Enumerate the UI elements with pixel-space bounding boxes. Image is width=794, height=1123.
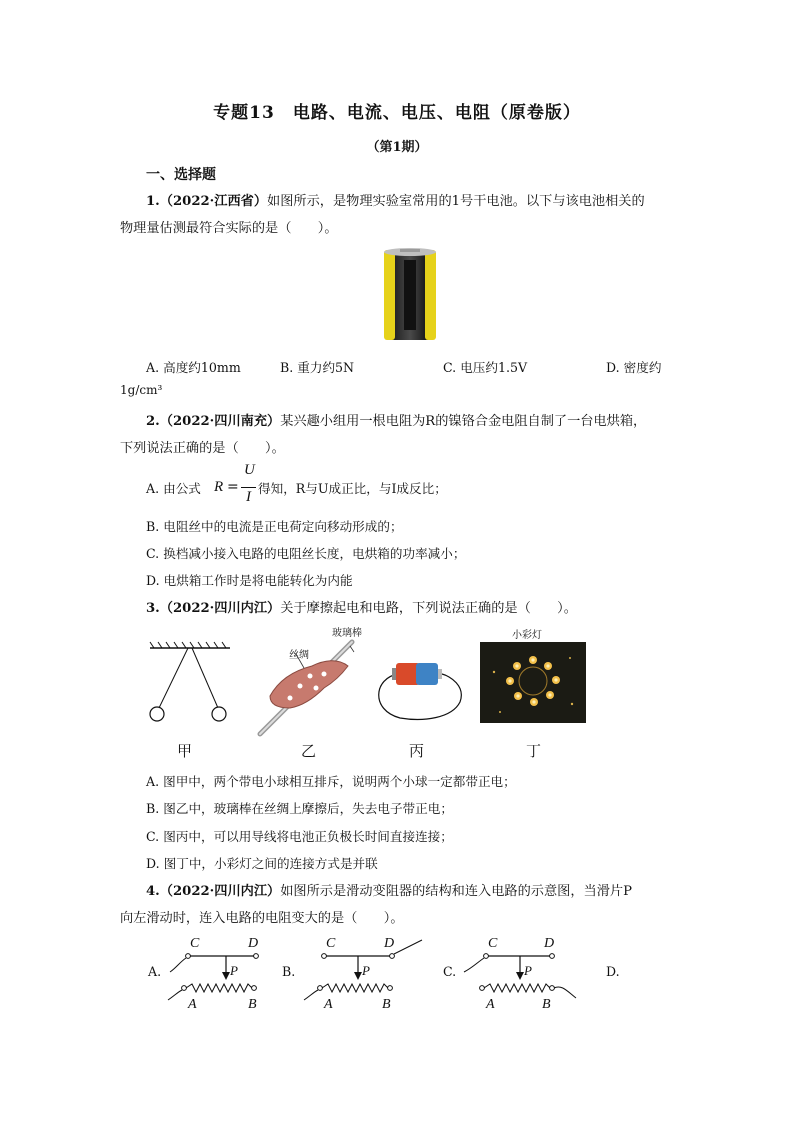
fig-label-ding: 丁 bbox=[526, 742, 542, 760]
q3-number: 3. bbox=[146, 601, 160, 616]
q4-option-a-letter: A. bbox=[148, 964, 162, 979]
formula-denominator: I bbox=[246, 489, 251, 505]
q3-option-c: C. 图丙中，可以用导线将电池正负极长时间直接连接； bbox=[146, 829, 453, 844]
q1-stem-1: 如图所示，是物理实验室常用的1号干电池。以下与该电池相关的 bbox=[267, 194, 645, 209]
q2-option-a-pre: A. 由公式 bbox=[146, 481, 201, 496]
q1-line1 bbox=[146, 190, 645, 209]
q2-stem-1: 某兴趣小组用一根电阻为R的镍铬合金电阻自制了一台电烘箱， bbox=[280, 414, 647, 429]
q2-option-a-post: 得知，R与U成正比，与I成反比； bbox=[258, 481, 447, 496]
figure-jia-charged-balls bbox=[148, 640, 232, 726]
section-heading: 一、选择题 bbox=[146, 167, 216, 183]
figure-yi-glass-rod-silk bbox=[250, 622, 370, 742]
q2-stem-2: 下列说法正确的是（ ）。 bbox=[120, 441, 285, 456]
q2-option-c: C. 换档减小接入电路的电阻丝长度，电烘箱的功率减小； bbox=[146, 546, 466, 561]
q1-option-b: B. 重力约5N bbox=[280, 360, 355, 375]
terminal-a: A bbox=[486, 997, 495, 1010]
q4-option-d-letter: D. bbox=[606, 964, 620, 979]
q2-source: （2022·四川南充） bbox=[159, 414, 281, 429]
issue-subtitle: （第1期） bbox=[366, 140, 428, 155]
slider-p: P bbox=[362, 963, 370, 978]
figure-ding-lights-photo bbox=[480, 642, 586, 723]
q1-number: 1. bbox=[146, 194, 160, 209]
rheostat-option-a bbox=[164, 932, 276, 1010]
terminal-d: D bbox=[248, 936, 259, 951]
terminal-d: D bbox=[384, 936, 395, 951]
formula-r-equals-u-over-i: R = U I bbox=[214, 462, 255, 505]
slider-p: P bbox=[524, 963, 532, 978]
terminal-b: B bbox=[248, 997, 257, 1010]
label-small-lights: 小彩灯 bbox=[512, 630, 542, 641]
terminal-b: B bbox=[542, 997, 551, 1010]
terminal-c: C bbox=[488, 936, 498, 951]
terminal-a: A bbox=[188, 997, 197, 1010]
terminal-a: A bbox=[324, 997, 333, 1010]
terminal-c: C bbox=[190, 936, 200, 951]
formula-numerator: U bbox=[244, 462, 255, 478]
q1-source: （2022·江西省） bbox=[159, 194, 268, 209]
label-silk: 丝绸 bbox=[289, 650, 309, 661]
q2-line1 bbox=[146, 410, 646, 429]
q4-number: 4. bbox=[146, 884, 160, 899]
q1-stem-2: 物理量估测最符合实际的是（ ）。 bbox=[120, 221, 338, 236]
q3-line1 bbox=[146, 597, 577, 616]
q3-source: （2022·四川内江） bbox=[159, 601, 281, 616]
q4-stem-1: 如图所示是滑动变阻器的结构和连入电路的示意图，当滑片P bbox=[280, 884, 632, 899]
q3-option-a: A. 图甲中，两个带电小球相互排斥，说明两个小球一定都带正电； bbox=[146, 774, 516, 789]
rheostat-option-b bbox=[300, 932, 430, 1010]
q3-stem: 关于摩擦起电和电路，下列说法正确的是（ ）。 bbox=[280, 601, 577, 616]
figure-bing-battery-wire bbox=[370, 656, 466, 722]
q2-option-b: B. 电阻丝中的电流是正电荷定向移动形成的； bbox=[146, 519, 403, 534]
q4-line1 bbox=[146, 880, 632, 899]
q4-stem-2: 向左滑动时，连入电路的电阻变大的是（ ）。 bbox=[120, 911, 404, 926]
label-glass-rod: 玻璃棒 bbox=[332, 628, 362, 639]
rheostat-option-c bbox=[456, 932, 586, 1010]
q1-option-d: D. 密度约 bbox=[606, 360, 662, 375]
q4-option-b-letter: B. bbox=[282, 964, 296, 979]
terminal-d: D bbox=[544, 936, 555, 951]
fig-label-yi: 乙 bbox=[301, 742, 317, 760]
q3-option-d: D. 图丁中，小彩灯之间的连接方式是并联 bbox=[146, 856, 378, 871]
q1-option-a: A. 高度约10mm bbox=[146, 360, 241, 375]
q4-option-c-letter: C. bbox=[443, 964, 457, 979]
q1-option-c: C. 电压约1.5V bbox=[443, 360, 528, 375]
slider-p: P bbox=[230, 963, 238, 978]
q3-option-b: B. 图乙中，玻璃棒在丝绸上摩擦后，失去电子带正电； bbox=[146, 801, 453, 816]
terminal-c: C bbox=[326, 936, 336, 951]
q4-source: （2022·四川内江） bbox=[159, 884, 281, 899]
battery-photo bbox=[380, 246, 440, 342]
fig-label-bing: 丙 bbox=[409, 742, 425, 760]
page-title: 专题13 电路、电流、电压、电阻（原卷版） bbox=[213, 103, 581, 123]
q2-number: 2. bbox=[146, 414, 160, 429]
fig-label-jia: 甲 bbox=[177, 742, 193, 760]
q1-option-d-cont: 1g/cm³ bbox=[120, 383, 163, 397]
terminal-b: B bbox=[382, 997, 391, 1010]
q2-option-d: D. 电烘箱工作时是将电能转化为内能 bbox=[146, 573, 353, 588]
formula-lhs: R bbox=[214, 479, 224, 495]
